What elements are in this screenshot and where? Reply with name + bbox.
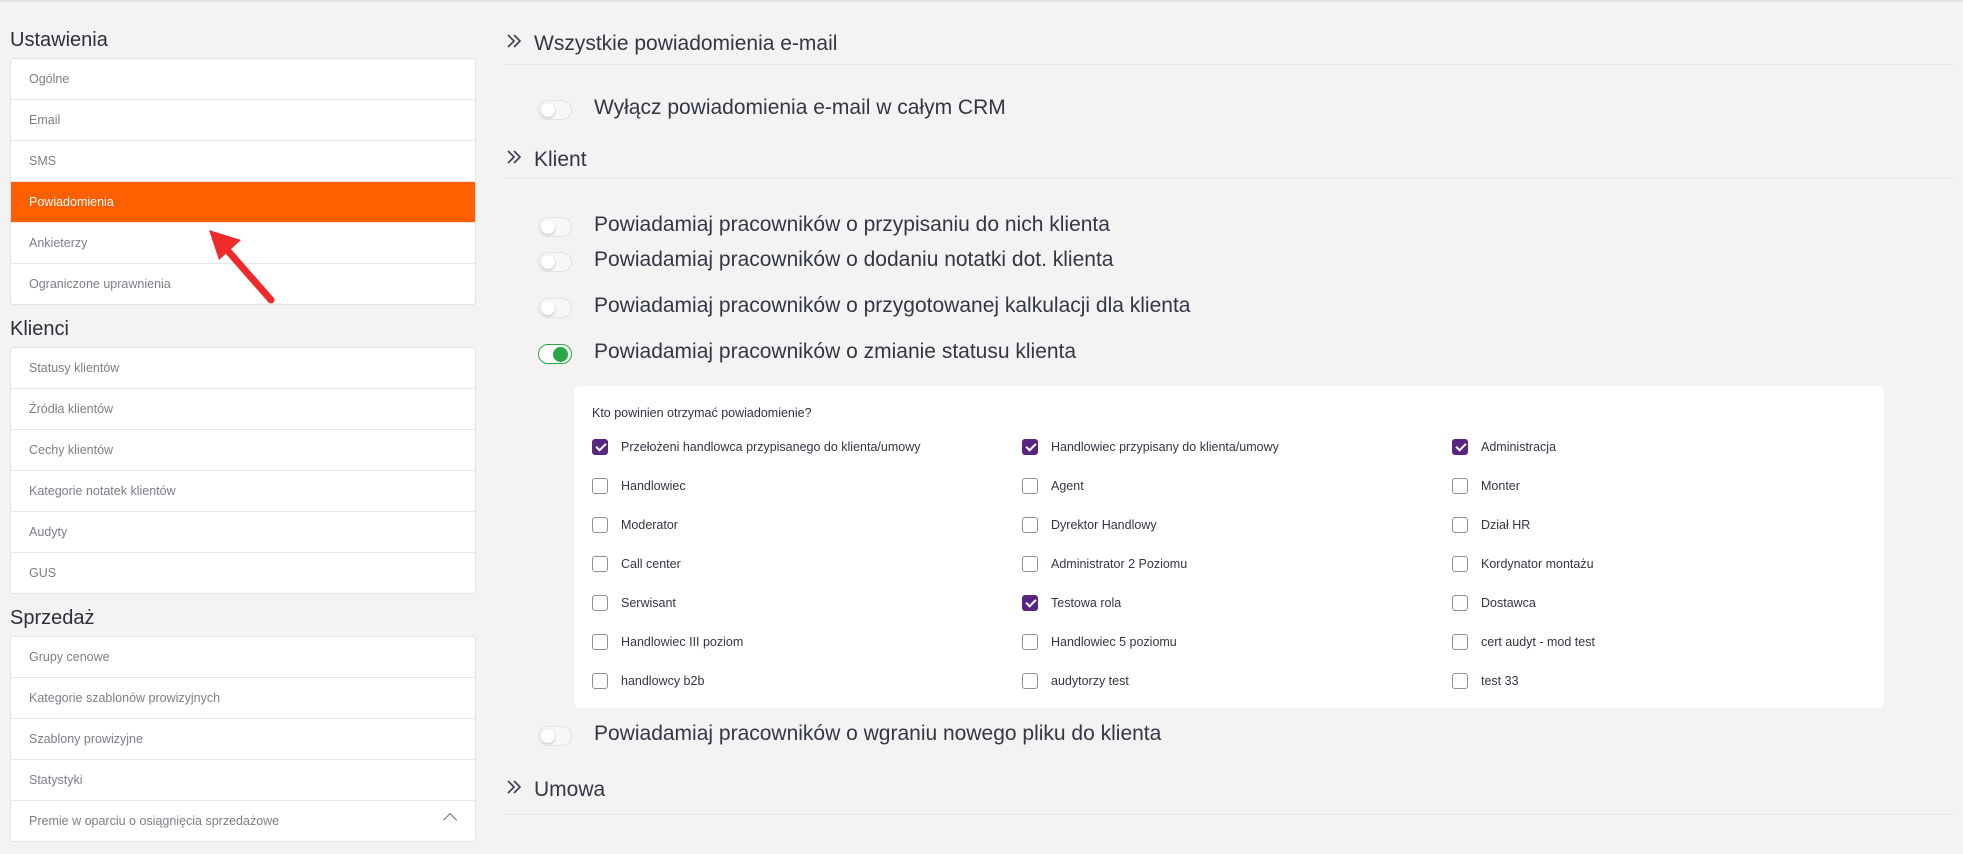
double-chevron-right-icon <box>506 779 522 795</box>
checkbox[interactable] <box>1022 556 1038 572</box>
sidebar-list <box>10 347 476 594</box>
top-divider <box>0 0 1963 2</box>
sidebar-list <box>10 636 476 842</box>
checkbox-label: Serwisant <box>621 596 676 610</box>
checkbox-label: Handlowiec przypisany do klienta/umowy <box>1051 440 1279 454</box>
checkbox-label: test 33 <box>1481 674 1519 688</box>
section-header-client[interactable] <box>504 140 1954 179</box>
checkbox-label: handlowcy b2b <box>621 674 705 688</box>
notify-status-change-toggle[interactable] <box>538 344 572 364</box>
section-header-all-email[interactable] <box>504 24 1954 65</box>
sidebar-item-zrodla-klientow[interactable]: Źródła klientów <box>11 389 475 430</box>
sidebar-item-email[interactable]: Email <box>11 100 475 141</box>
checkbox[interactable] <box>1452 439 1468 455</box>
checkbox-label: Handlowiec III poziom <box>621 635 744 649</box>
checkbox[interactable] <box>592 673 608 689</box>
notify-new-file-toggle[interactable] <box>538 726 572 746</box>
checkbox[interactable] <box>592 439 608 455</box>
disable-email-toggle[interactable] <box>538 100 572 120</box>
sidebar-item-cechy-klientow[interactable]: Cechy klientów <box>11 430 475 471</box>
sidebar-item-powiadomienia[interactable]: Powiadomienia <box>11 182 475 223</box>
toggle-label: Powiadamiaj pracowników o zmianie statusu klienta <box>594 340 1077 363</box>
sidebar-item-gus[interactable]: GUS <box>29 566 57 580</box>
checkbox-label: Dział HR <box>1481 518 1531 532</box>
sidebar-section-sprzedaz <box>10 606 476 842</box>
sidebar-section-klienci <box>10 317 476 594</box>
checkbox-label: cert audyt - mod test <box>1481 635 1595 649</box>
sidebar-item-kategorie-szablonow[interactable]: Kategorie szablonów prowizyjnych <box>11 678 475 719</box>
toggle-knob <box>541 255 555 269</box>
toggle-label: Powiadamiaj pracowników o wgraniu nowego pliku do klienta <box>594 722 1162 745</box>
checkbox-label: Agent <box>1051 479 1084 493</box>
toggle-label: Powiadamiaj pracowników o przygotowanej kalkulacji dla klienta <box>594 294 1191 317</box>
checkbox-label: Dyrektor Handlowy <box>1051 518 1157 532</box>
checkbox-label: Dostawca <box>1481 596 1536 610</box>
section-title: Umowa <box>534 778 606 801</box>
notify-calculation-toggle[interactable] <box>538 298 572 318</box>
sidebar-item-audyty[interactable]: Audyty <box>11 512 475 553</box>
toggle-knob <box>553 347 568 362</box>
recipients-panel <box>574 386 1884 708</box>
sidebar-item-ankieterzy[interactable]: Ankieterzy <box>11 223 475 264</box>
checkbox[interactable] <box>1022 517 1038 533</box>
sidebar-item-ogolne[interactable]: Ogólne <box>11 59 475 100</box>
sidebar-item-statystyki[interactable]: Statystyki <box>11 760 475 801</box>
sidebar-item-grupy-cenowe[interactable]: Grupy cenowe <box>11 637 475 678</box>
sidebar-item-sms[interactable]: SMS <box>11 141 475 182</box>
annotation-arrow-icon <box>205 226 285 306</box>
checkbox[interactable] <box>1022 595 1038 611</box>
checkbox-label: audytorzy test <box>1051 674 1129 688</box>
sidebar-item-kategorie-notatek[interactable]: Kategorie notatek klientów <box>11 471 475 512</box>
checkbox-label: Moderator <box>621 518 678 532</box>
checkbox[interactable] <box>592 634 608 650</box>
checkbox[interactable] <box>592 556 608 572</box>
checkbox-label: Administrator 2 Poziomu <box>1051 557 1188 571</box>
checkbox[interactable] <box>1022 478 1038 494</box>
checkbox[interactable] <box>1452 556 1468 572</box>
checkbox[interactable] <box>592 517 608 533</box>
section-title: Klient <box>534 148 587 171</box>
sidebar-item-statusy-klientow[interactable]: Statusy klientów <box>11 348 475 389</box>
checkbox[interactable] <box>1452 673 1468 689</box>
toggle-knob <box>541 220 555 234</box>
checkbox[interactable] <box>1022 634 1038 650</box>
checkbox[interactable] <box>592 478 608 494</box>
double-chevron-right-icon <box>506 149 522 165</box>
checkbox-label: Monter <box>1481 479 1520 493</box>
sidebar-item-premie[interactable] <box>11 801 475 841</box>
checkbox[interactable] <box>1452 634 1468 650</box>
checkbox[interactable] <box>592 595 608 611</box>
checkbox[interactable] <box>1452 478 1468 494</box>
toggle-label: Powiadamiaj pracowników o dodaniu notatki dot. klienta <box>594 248 1114 271</box>
toggle-label: Powiadamiaj pracowników o przypisaniu do nich klienta <box>594 213 1110 236</box>
section-header-contract[interactable] <box>504 770 1954 815</box>
checkbox[interactable] <box>1452 595 1468 611</box>
sidebar-section-title: Sprzedaż <box>10 607 95 629</box>
section-title: Wszystkie powiadomienia e-mail <box>534 32 838 55</box>
sidebar-item-szablony-prowizyjne[interactable]: Szablony prowizyjne <box>11 719 475 760</box>
checkbox-label: Przełożeni handlowca przypisanego do klienta/umowy <box>621 440 921 454</box>
toggle-knob <box>541 103 555 117</box>
checkbox[interactable] <box>1452 517 1468 533</box>
checkbox[interactable] <box>1022 673 1038 689</box>
toggle-knob <box>541 301 555 315</box>
sidebar-section-title: Ustawienia <box>10 29 108 51</box>
notify-assigned-client-toggle[interactable] <box>538 217 572 237</box>
recipients-question: Kto powinien otrzymać powiadomienie? <box>592 406 812 420</box>
checkbox[interactable] <box>1022 439 1038 455</box>
checkbox-label: Handlowiec 5 poziomu <box>1051 635 1177 649</box>
sidebar-item-ograniczone-uprawnienia[interactable]: Ograniczone uprawnienia <box>29 277 171 291</box>
checkbox-label: Administracja <box>1481 440 1557 454</box>
checkbox-label: Kordynator montażu <box>1481 557 1594 571</box>
checkbox-label: Call center <box>621 557 681 571</box>
sidebar-item-label: Premie w oparciu o osiągnięcia sprzedażowe <box>29 814 280 828</box>
settings-sidebar <box>10 28 476 854</box>
checkbox-label: Testowa rola <box>1051 596 1122 610</box>
toggle-knob <box>541 729 555 743</box>
sidebar-section-title: Klienci <box>10 318 69 340</box>
checkbox-label: Handlowiec <box>621 479 686 493</box>
double-chevron-right-icon <box>506 33 522 49</box>
toggle-label: Wyłącz powiadomienia e-mail w całym CRM <box>594 96 1006 119</box>
notify-client-note-toggle[interactable] <box>538 252 572 272</box>
chevron-up-icon[interactable] <box>443 813 457 827</box>
